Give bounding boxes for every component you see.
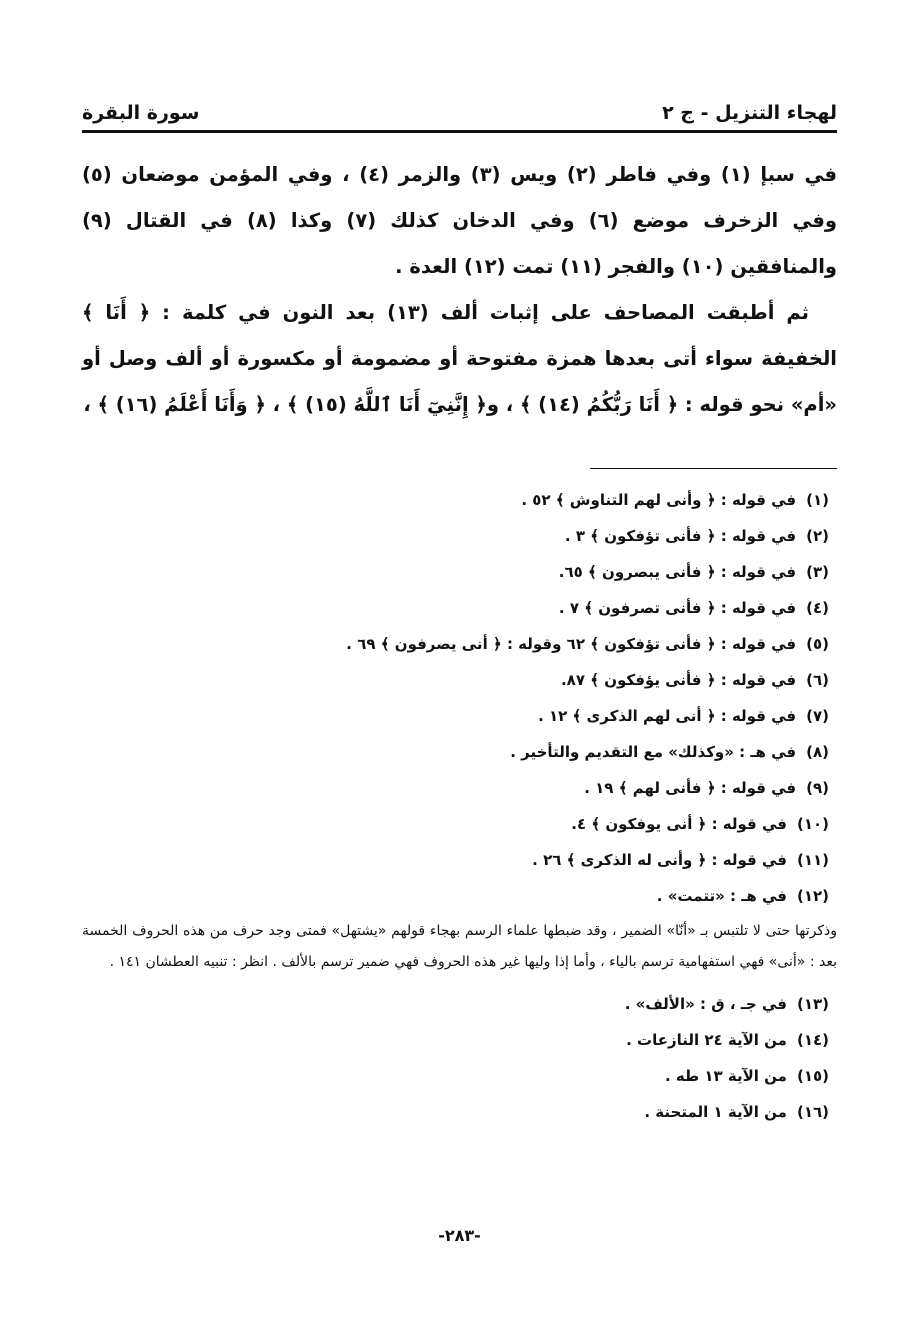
footnote-text: في قوله : ﴿ أنى لهم الذكرى ﴾ ١٢ . bbox=[538, 707, 797, 725]
chapter-title: سورة البقرة bbox=[82, 102, 200, 124]
footnote-text: في قوله : ﴿ فأنى يؤفكون ﴾ ٨٧. bbox=[560, 671, 797, 689]
footnote-number: (١٢) bbox=[796, 887, 829, 905]
paragraph: ثم أطبقت المصاحف على إثبات ألف (١٣) بعد النون في كلمة : ﴿ أَنَا ﴾ الخفيفة سواء أتى بعدها همزة مفتوحة أو مضمومة أو مكسورة أو ألف وصل أو «أم» نحو قوله : ﴿ أَنَا رَبُّكُمُ (١٤) ﴾ ، و﴿ إِنَّنِيٓ أَنَا ٱللَّهُ (١٥) ﴾ ، ﴿ وَأَنَا أَعْلَمُ (١٦) ﴾ ، bbox=[82, 301, 837, 416]
footnote bbox=[82, 554, 837, 590]
footnote-number: (٦) bbox=[806, 671, 829, 689]
footnote-number: (٩) bbox=[806, 779, 829, 797]
footnote-text: في هـ : «وكذلك» مع التقديم والتأخير . bbox=[510, 743, 797, 761]
footnote-text: من الآية ١ المتحنة . bbox=[644, 1103, 787, 1121]
footnote bbox=[82, 518, 837, 554]
footnote bbox=[82, 1058, 837, 1094]
footnote bbox=[82, 734, 837, 770]
footnote-number: (١٠) bbox=[796, 815, 829, 833]
footnote-text: من الآية ١٣ طه . bbox=[665, 1067, 787, 1085]
footnote-number: (١١) bbox=[796, 851, 829, 869]
footnote-number: (٤) bbox=[806, 599, 829, 617]
footnote-number: (١) bbox=[806, 491, 829, 509]
book-title: لهجاء التنزيل - ج ٢ bbox=[662, 102, 837, 124]
header-rule bbox=[82, 130, 837, 133]
footnote-text: في هـ : «تتمت» . bbox=[656, 887, 787, 905]
footnote bbox=[82, 626, 837, 662]
footnote bbox=[82, 482, 837, 518]
footnotes bbox=[82, 482, 837, 1130]
footnote-number: (١٥) bbox=[796, 1067, 829, 1085]
footnote-number: (٣) bbox=[806, 563, 829, 581]
footnote-text: في قوله : ﴿ فأنى تصرفون ﴾ ٧ . bbox=[558, 599, 797, 617]
footnote-text: في قوله : ﴿ فأنى تؤفكون ﴾ ٣ . bbox=[564, 527, 797, 545]
footnote-number: (٧) bbox=[806, 707, 829, 725]
footnote bbox=[82, 770, 837, 806]
main-text bbox=[82, 152, 837, 428]
footnote-text: في قوله : ﴿ فأنى يبصرون ﴾ ٦٥. bbox=[558, 563, 797, 581]
footnote bbox=[82, 590, 837, 626]
footnote-number: (١٣) bbox=[796, 995, 829, 1013]
footnote-separator bbox=[590, 468, 837, 469]
footnote bbox=[82, 662, 837, 698]
paragraph: في سبإ (١) وفي فاطر (٢) ويس (٣) والزمر (٤) ، وفي المؤمن موضعان (٥) وفي الزخرف موضع (٦) وفي الدخان كذلك (٧) وكذا (٨) في القتال (٩) والمنافقين (١٠) والفجر (١١) تمت (١٢) العدة . bbox=[82, 163, 837, 278]
footnote bbox=[82, 842, 837, 878]
footnote bbox=[82, 698, 837, 734]
footnote bbox=[82, 878, 837, 914]
footnote bbox=[82, 806, 837, 842]
footnote-text: في قوله : ﴿ أنى يوفكون ﴾ ٤. bbox=[571, 815, 787, 833]
footnote-number: (٥) bbox=[806, 635, 829, 653]
footnote-text: في قوله : ﴿ فأنى لهم ﴾ ١٩ . bbox=[584, 779, 797, 797]
footnote-text: من الآية ٢٤ النازعات . bbox=[626, 1031, 787, 1049]
footnote-number: (١٦) bbox=[796, 1103, 829, 1121]
footnote bbox=[82, 1094, 837, 1130]
footnote-number: (١٤) bbox=[796, 1031, 829, 1049]
footnote-number: (٨) bbox=[806, 743, 829, 761]
footnote-number: (٢) bbox=[806, 527, 829, 545]
footnote-text: في قوله : ﴿ وأنى لهم التناوش ﴾ ٥٢ . bbox=[521, 491, 797, 509]
page-number: -٢٨٣- bbox=[438, 1226, 481, 1245]
footnote-text: في جـ ، ق : «الألف» . bbox=[624, 995, 787, 1013]
footnote-continuation bbox=[82, 914, 837, 986]
footnote-text: في قوله : ﴿ فأنى تؤفكون ﴾ ٦٢ وقوله : ﴿ أنى يصرفون ﴾ ٦٩ . bbox=[346, 635, 797, 653]
footnote bbox=[82, 986, 837, 1022]
footnote-text: في قوله : ﴿ وأنى له الذكرى ﴾ ٢٦ . bbox=[532, 851, 787, 869]
running-header bbox=[82, 84, 837, 124]
footnote-continuation-text: وذكرتها حتى لا تلتبس بـ «أنّا» الضمير ، وقد ضبطها علماء الرسم بهجاء قولهم «يشتهل» فمتى وجد حرف من هذه الحروف الخمسة بعد : «أنى» فهي استفهامية ترسم بالياء ، وأما إذا وليها غير هذه الحروف فهي ضمير ترسم بالألف . انظر : تنبيه العطشان ١٤١ . bbox=[82, 923, 837, 970]
footnote bbox=[82, 1022, 837, 1058]
